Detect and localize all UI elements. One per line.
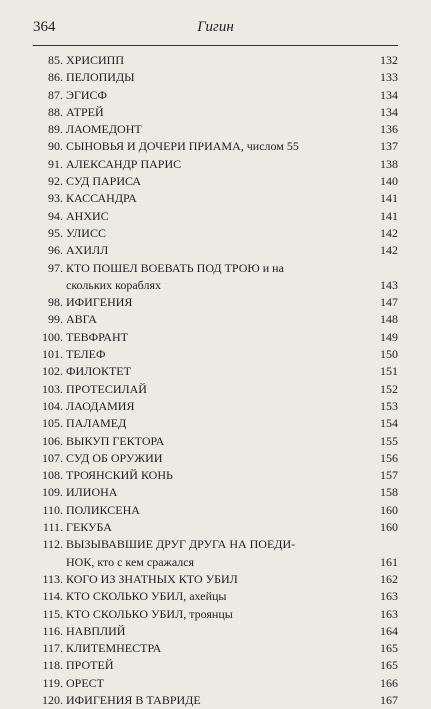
toc-entry — [33, 138, 398, 155]
entry-title: ГЕКУБА — [66, 520, 112, 535]
toc-entry — [33, 623, 398, 640]
entry-number: 112. — [42, 537, 63, 552]
toc-entry — [33, 329, 398, 346]
entry-page: 160 — [380, 502, 398, 517]
entry-page: 151 — [380, 364, 398, 379]
entry-page: 166 — [380, 675, 398, 690]
entry-number: 113. — [42, 571, 63, 586]
entry-number: 99. — [48, 312, 63, 327]
entry-title: ПАЛАМЕД — [66, 416, 127, 431]
entry-page: 138 — [380, 156, 398, 171]
entry-title: ТЕЛЕФ — [66, 347, 106, 362]
entry-title: ИФИГЕНИЯ В ТАВРИДЕ — [66, 692, 201, 707]
entry-number: 109. — [42, 485, 63, 500]
entry-title: ВЫЗЫВАВШИЕ ДРУГ ДРУГА НА ПОЕДИ- — [66, 537, 296, 552]
entry-page: 165 — [380, 641, 398, 656]
toc-entry — [33, 484, 398, 501]
entry-page: 167 — [380, 692, 398, 707]
entry-page: 132 — [380, 53, 398, 67]
entry-page: 134 — [380, 104, 398, 119]
toc-entry — [33, 588, 398, 605]
entry-page: 137 — [380, 139, 398, 154]
entry-title: ХРИСИПП — [66, 53, 125, 67]
entry-title: СУД ОБ ОРУЖИИ — [66, 450, 163, 465]
entry-number: 106. — [42, 433, 63, 448]
entry-title: ПОЛИКСЕНА — [66, 502, 140, 517]
entry-page: 163 — [380, 606, 398, 621]
entry-page: 141 — [380, 208, 398, 223]
entry-page: 133 — [380, 70, 398, 85]
entry-page: 162 — [380, 571, 398, 586]
entry-number: 110. — [42, 502, 63, 517]
toc-entry — [33, 433, 398, 450]
entry-page: 136 — [380, 122, 398, 137]
entry-number: 103. — [42, 381, 63, 396]
toc-entry — [33, 190, 398, 207]
entry-number: 107. — [42, 450, 63, 465]
table-of-contents — [33, 52, 398, 709]
toc-entry — [33, 52, 398, 69]
entry-title: ЛАОМЕДОНТ — [66, 122, 142, 137]
entry-number: 114. — [42, 589, 63, 604]
entry-number: 119. — [42, 675, 63, 690]
entry-number: 98. — [48, 295, 63, 310]
entry-number: 86. — [48, 70, 63, 85]
entry-number: 94. — [48, 208, 63, 223]
toc-entry — [33, 260, 398, 295]
entry-title: КТО СКОЛЬКО УБИЛ, ахейцы — [66, 589, 227, 604]
entry-title: ИЛИОНА — [66, 485, 118, 500]
toc-entry — [33, 346, 398, 363]
entry-title: ПРОТЕСИЛАЙ — [66, 381, 147, 396]
entry-title: ИФИГЕНИЯ — [66, 295, 133, 310]
toc-entry — [33, 571, 398, 588]
entry-number: 118. — [42, 658, 63, 673]
entry-number: 96. — [48, 243, 63, 258]
running-title: Гигин — [197, 19, 234, 35]
entry-title: СУД ПАРИСА — [66, 174, 142, 189]
entry-page: 141 — [380, 191, 398, 206]
entry-title-continued: НОК, кто с кем сражался — [66, 554, 195, 569]
entry-page: 140 — [380, 174, 398, 189]
entry-number: 116. — [42, 623, 63, 638]
entry-title: СЫНОВЬЯ И ДОЧЕРИ ПРИАМА, числом 55 — [66, 139, 299, 154]
toc-entry — [33, 657, 398, 674]
entry-number: 108. — [42, 468, 63, 483]
entry-title: КОГО ИЗ ЗНАТНЫХ КТО УБИЛ — [66, 571, 238, 586]
entry-page: 160 — [380, 520, 398, 535]
entry-page: 142 — [380, 225, 398, 240]
toc-entry — [33, 450, 398, 467]
page-number: 364 — [33, 19, 56, 35]
entry-title: АВГА — [66, 312, 97, 327]
entry-title: ФИЛОКТЕТ — [66, 364, 131, 379]
entry-number: 91. — [48, 156, 63, 171]
toc-entry — [33, 502, 398, 519]
toc-entry — [33, 692, 398, 709]
entry-page: 142 — [380, 243, 398, 258]
toc-entry — [33, 242, 398, 259]
entry-number: 87. — [48, 87, 63, 102]
entry-number: 102. — [42, 364, 63, 379]
entry-title-continued: скольких кораблях — [66, 277, 161, 292]
toc-entry — [33, 311, 398, 328]
toc-entry — [33, 173, 398, 190]
toc-entry — [33, 467, 398, 484]
toc-entry — [33, 121, 398, 138]
entry-title: АТРЕЙ — [66, 104, 104, 119]
toc-entry — [33, 536, 398, 571]
entry-title: АХИЛЛ — [66, 243, 109, 258]
entry-number: 100. — [42, 329, 63, 344]
entry-title: АЛЕКСАНДР ПАРИС — [66, 156, 182, 171]
toc-entry — [33, 87, 398, 104]
toc-entry — [33, 363, 398, 380]
entry-page: 149 — [380, 329, 398, 344]
header-rule — [33, 45, 398, 46]
toc-entry — [33, 225, 398, 242]
entry-number: 115. — [42, 606, 63, 621]
page-header — [33, 19, 398, 41]
entry-number: 117. — [42, 641, 63, 656]
entry-title: ЛАОДАМИЯ — [66, 398, 135, 413]
entry-title: ПРОТЕЙ — [66, 658, 114, 673]
toc-entry — [33, 294, 398, 311]
toc-entry — [33, 208, 398, 225]
entry-page: 164 — [380, 623, 398, 638]
entry-number: 85. — [48, 53, 63, 67]
entry-page: 161 — [380, 554, 398, 569]
entry-title: ТРОЯНСКИЙ КОНЬ — [66, 468, 173, 483]
toc-entry — [33, 69, 398, 86]
entry-title: КАССАНДРА — [66, 191, 137, 206]
entry-title: ВЫКУП ГЕКТОРА — [66, 433, 165, 448]
toc-entry — [33, 606, 398, 623]
entry-page: 153 — [380, 398, 398, 413]
entry-page: 154 — [380, 416, 398, 431]
entry-title: КТО СКОЛЬКО УБИЛ, троянцы — [66, 606, 233, 621]
entry-title: НАВПЛИЙ — [66, 623, 126, 638]
entry-title: ТЕВФРАНТ — [66, 329, 128, 344]
entry-number: 101. — [42, 347, 63, 362]
entry-number: 93. — [48, 191, 63, 206]
entry-page: 156 — [380, 450, 398, 465]
entry-page: 157 — [380, 468, 398, 483]
entry-page: 152 — [380, 381, 398, 396]
entry-page: 147 — [380, 295, 398, 310]
entry-number: 105. — [42, 416, 63, 431]
entry-page: 134 — [380, 87, 398, 102]
entry-page: 148 — [380, 312, 398, 327]
toc-entry — [33, 104, 398, 121]
entry-number: 95. — [48, 225, 63, 240]
entry-page: 155 — [380, 433, 398, 448]
toc-entry — [33, 156, 398, 173]
entry-title: АНХИС — [66, 208, 109, 223]
entry-title: ПЕЛОПИДЫ — [66, 70, 135, 85]
toc-entry — [33, 519, 398, 536]
entry-number: 104. — [42, 398, 63, 413]
entry-number: 88. — [48, 104, 63, 119]
entry-number: 97. — [48, 260, 63, 275]
entry-page: 150 — [380, 347, 398, 362]
toc-entry — [33, 640, 398, 657]
entry-title: ОРЕСТ — [66, 675, 105, 690]
entry-title: УЛИСС — [66, 225, 106, 240]
entry-title: ЭГИСФ — [66, 87, 108, 102]
entry-page: 158 — [380, 485, 398, 500]
entry-number: 89. — [48, 122, 63, 137]
entry-title: КЛИТЕМНЕСТРА — [66, 641, 162, 656]
entry-page: 143 — [380, 277, 398, 292]
entry-number: 111. — [42, 520, 63, 535]
entry-page: 163 — [380, 589, 398, 604]
toc-entry — [33, 675, 398, 692]
entry-number: 92. — [48, 174, 63, 189]
toc-entry — [33, 415, 398, 432]
toc-entry — [33, 381, 398, 398]
entry-number: 90. — [48, 139, 63, 154]
toc-entry — [33, 398, 398, 415]
entry-title: КТО ПОШЕЛ ВОЕВАТЬ ПОД ТРОЮ и на — [66, 260, 284, 275]
entry-page: 165 — [380, 658, 398, 673]
entry-number: 120. — [42, 692, 63, 707]
